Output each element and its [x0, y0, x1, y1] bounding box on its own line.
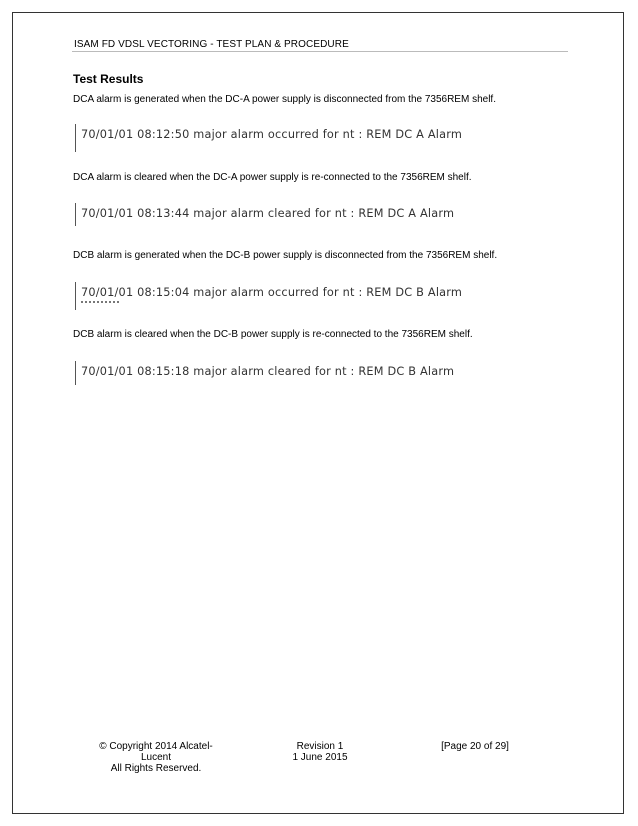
result-description: DCA alarm is cleared when the DC-A power supply is re-connected to the 7356REM shelf.: [73, 172, 472, 183]
revision-line: Revision 1: [296, 741, 344, 752]
section-title: Test Results: [73, 72, 144, 86]
log-screenshot: [73, 203, 493, 231]
footer-page-number: [Page 20 of 29]: [441, 741, 509, 752]
log-screenshot: [73, 282, 493, 310]
log-screenshot: [73, 361, 493, 389]
log-line: 70/01/01 08:15:18 major alarm cleared for nt : REM DC B Alarm: [81, 365, 455, 378]
cropped-text-fragment: [81, 301, 119, 306]
result-description: DCB alarm is generated when the DC-B power supply is disconnected from the 7356REM shelf.: [73, 250, 498, 261]
revision-date: 1 June 2015: [292, 752, 348, 763]
copyright-line: © Copyright 2014 Alcatel-Lucent: [99, 741, 213, 763]
log-left-border: [75, 282, 76, 310]
log-line: 70/01/01 08:15:04 major alarm occurred for nt : REM DC B Alarm: [81, 286, 463, 299]
footer-revision: [270, 741, 370, 763]
footer-copyright: [86, 741, 226, 774]
log-line: 70/01/01 08:13:44 major alarm cleared for nt : REM DC A Alarm: [81, 207, 455, 220]
header-rule: [72, 51, 568, 52]
log-left-border: [75, 124, 76, 152]
result-description: DCA alarm is generated when the DC-A power supply is disconnected from the 7356REM shelf.: [73, 94, 496, 105]
log-left-border: [75, 361, 76, 385]
result-description: DCB alarm is cleared when the DC-B power supply is re-connected to the 7356REM shelf.: [73, 329, 473, 340]
log-line: 70/01/01 08:12:50 major alarm occurred for nt : REM DC A Alarm: [81, 128, 463, 141]
log-left-border: [75, 203, 76, 226]
log-screenshot: [73, 124, 493, 152]
document-header: ISAM FD VDSL VECTORING - TEST PLAN & PROCEDURE: [74, 39, 349, 50]
rights-line: All Rights Reserved.: [110, 763, 202, 774]
